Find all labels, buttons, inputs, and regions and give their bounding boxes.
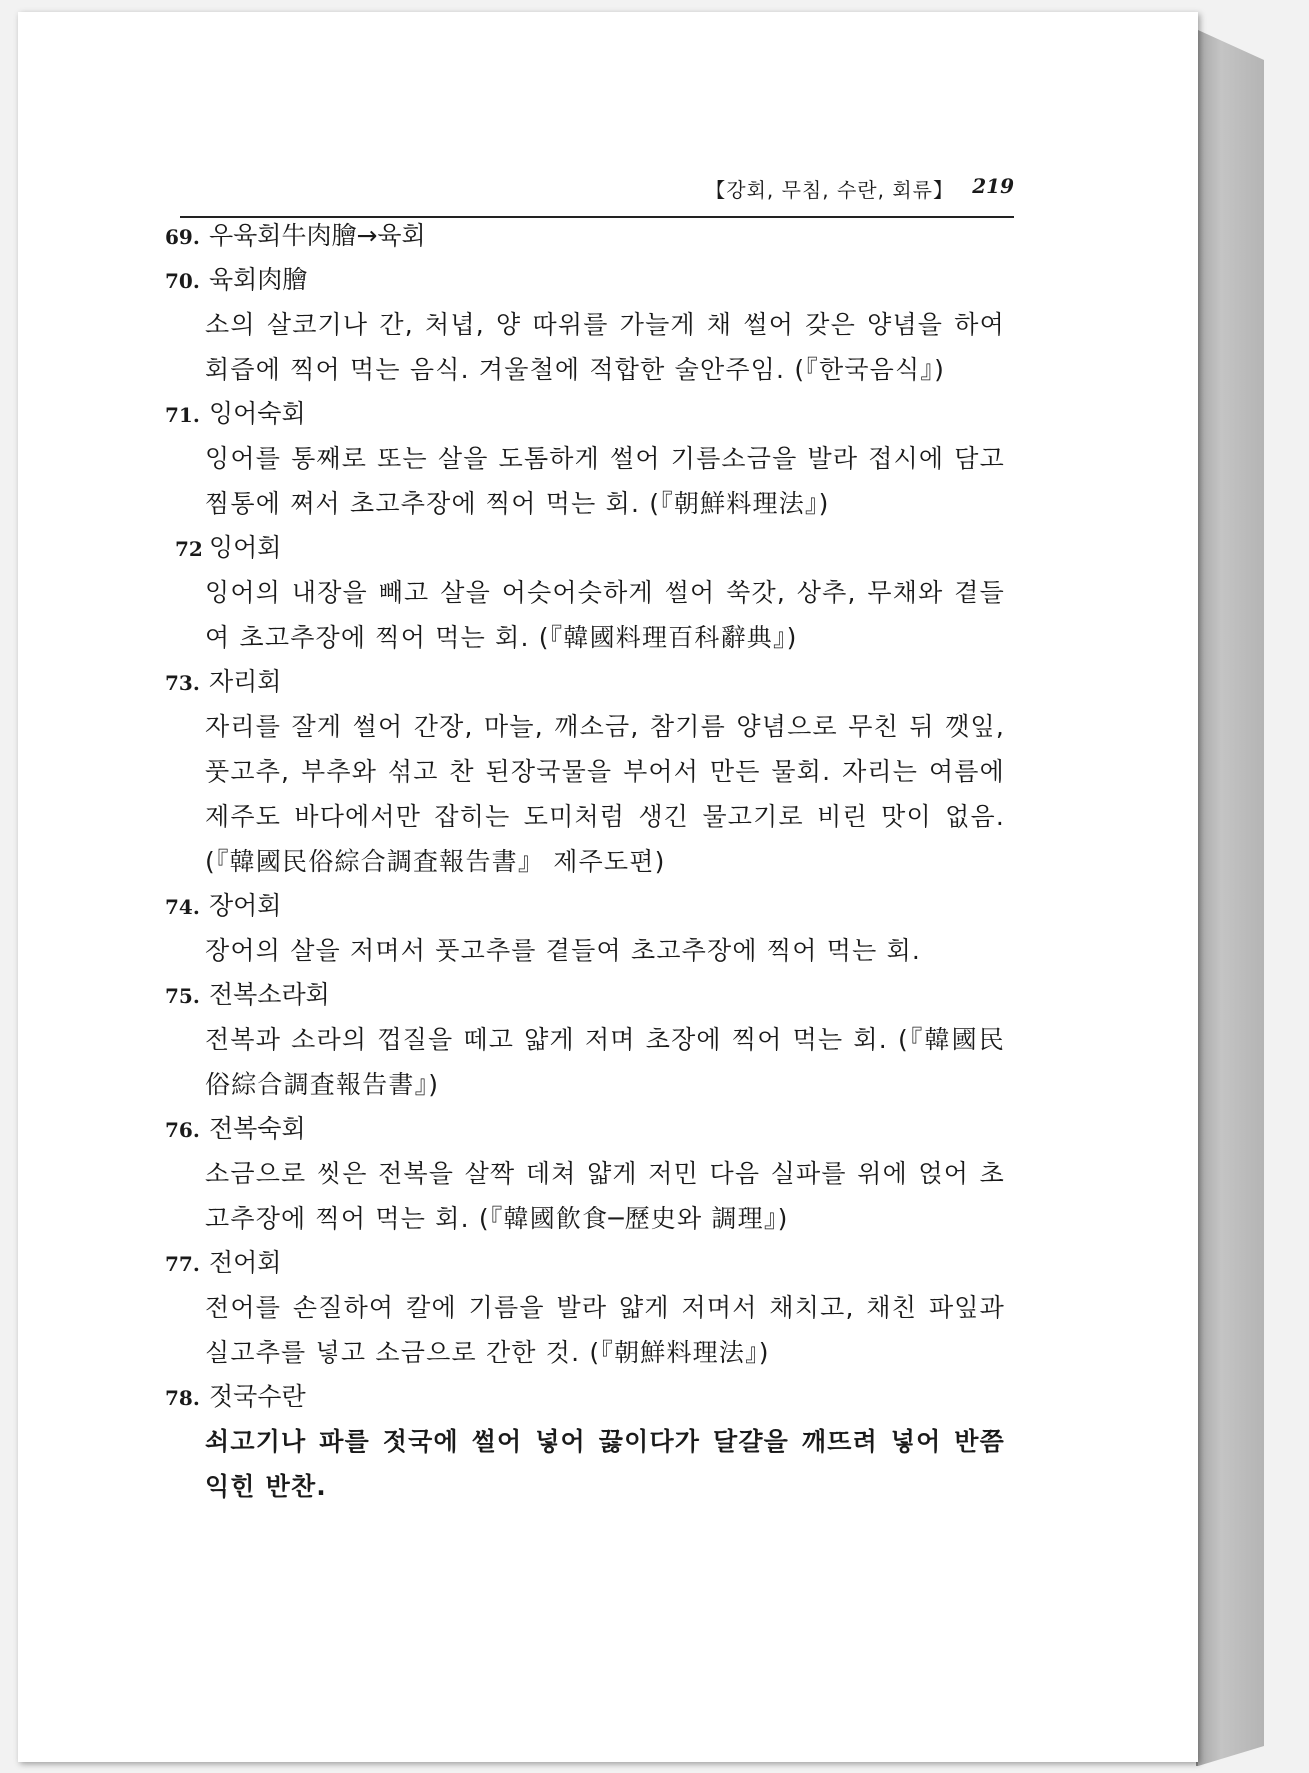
entry-title: 전복소라회	[209, 980, 330, 1009]
entry-title: 장어회	[209, 891, 282, 920]
entry-definition: 소의 살코기나 간, 처녑, 양 따위를 가늘게 채 썰어 갖은 양념을 하여 회즙에 찍어 먹는 음식. 겨울철에 적합한 술안주임. (『한국음식』)	[205, 310, 1005, 384]
entry-77	[165, 1241, 1005, 1375]
entry-definition: 잉어를 통째로 또는 살을 도톰하게 썰어 기름소금을 발라 접시에 담고 찜통에 쪄서 초고추장에 찍어 먹는 회. (『朝鮮料理法』)	[205, 444, 1005, 518]
entry-number: 70.	[165, 269, 200, 293]
entry-title: 전어회	[209, 1248, 282, 1277]
entry-definition: 소금으로 씻은 전복을 살짝 데쳐 얇게 저민 다음 실파를 위에 얹어 초고추장에 찍어 먹는 회. (『韓國飮食─歷史와 調理』)	[205, 1159, 1005, 1233]
entry-number: 78.	[165, 1386, 200, 1410]
entry-definition: 자리를 잘게 썰어 간장, 마늘, 깨소금, 참기름 양념으로 무친 뒤 깻잎, 풋고추, 부추와 섞고 찬 된장국물을 부어서 만든 물회. 자리는 여름에 제주도 바다에서만 잡히는 도미처럼 생긴 물고기로 비린 맛이 없음. (『韓國民俗綜合調査報告書』 제주도편)	[205, 712, 1005, 876]
entry-heading	[165, 1241, 1005, 1285]
entry-definition: 전복과 소라의 껍질을 떼고 얇게 저며 초장에 찍어 먹는 회. (『韓國民俗綜合調査報告書』)	[205, 1025, 1005, 1099]
entry-70	[165, 258, 1005, 392]
running-header	[180, 172, 1014, 218]
entry-heading	[165, 258, 1005, 302]
entry-title: 젓국수란	[209, 1382, 306, 1411]
entry-heading	[165, 526, 1005, 570]
entry-71	[165, 392, 1005, 526]
entry-72	[165, 526, 1005, 660]
entry-heading	[165, 1375, 1005, 1419]
entry-number: 74.	[165, 895, 200, 919]
entry-heading	[165, 392, 1005, 436]
page-stack-edge	[1198, 30, 1264, 1766]
entry-definition: 쇠고기나 파를 젓국에 썰어 넣어 끓이다가 달걀을 깨뜨려 넣어 반쯤 익힌 반찬.	[205, 1427, 1005, 1501]
entry-definition: 장어의 살을 저며서 풋고추를 곁들여 초고추장에 찍어 먹는 회.	[205, 936, 922, 965]
entry-title: 자리회	[209, 667, 282, 696]
entry-definition: 잉어의 내장을 빼고 살을 어슷어슷하게 썰어 쑥갓, 상추, 무채와 곁들여 초고추장에 찍어 먹는 회. (『韓國料理百科辭典』)	[205, 578, 1005, 652]
entry-number: 77.	[165, 1252, 200, 1276]
entry-heading	[165, 214, 1005, 258]
running-header-title: 【강회, 무침, 수란, 회류】	[705, 178, 954, 202]
entry-69	[165, 214, 1005, 258]
entry-title: 잉어회	[209, 533, 282, 562]
entry-heading	[165, 660, 1005, 704]
entry-definition: 전어를 손질하여 칼에 기름을 발라 얇게 저며서 채치고, 채친 파잎과 실고추를 넣고 소금으로 간한 것. (『朝鮮料理法』)	[205, 1293, 1005, 1367]
entry-number: 76.	[165, 1118, 200, 1142]
entry-76	[165, 1107, 1005, 1241]
entry-number: 75.	[165, 984, 200, 1008]
entry-number: 69.	[165, 225, 200, 249]
entry-title: 전복숙회	[209, 1114, 306, 1143]
entry-title: 육회肉膾	[209, 265, 308, 294]
entry-74	[165, 884, 1005, 973]
entry-75	[165, 973, 1005, 1107]
entry-number: 73.	[165, 671, 200, 695]
entries-list	[165, 214, 1005, 1509]
entry-heading	[165, 884, 1005, 928]
entry-number: 72	[175, 537, 203, 561]
entry-title: 우육회牛肉膾→육회	[209, 221, 426, 250]
entry-78	[165, 1375, 1005, 1509]
page-number: 219	[972, 174, 1014, 198]
entry-heading	[165, 1107, 1005, 1151]
entry-73	[165, 660, 1005, 884]
entry-heading	[165, 973, 1005, 1017]
entry-title: 잉어숙회	[209, 399, 306, 428]
entry-number: 71.	[165, 403, 200, 427]
